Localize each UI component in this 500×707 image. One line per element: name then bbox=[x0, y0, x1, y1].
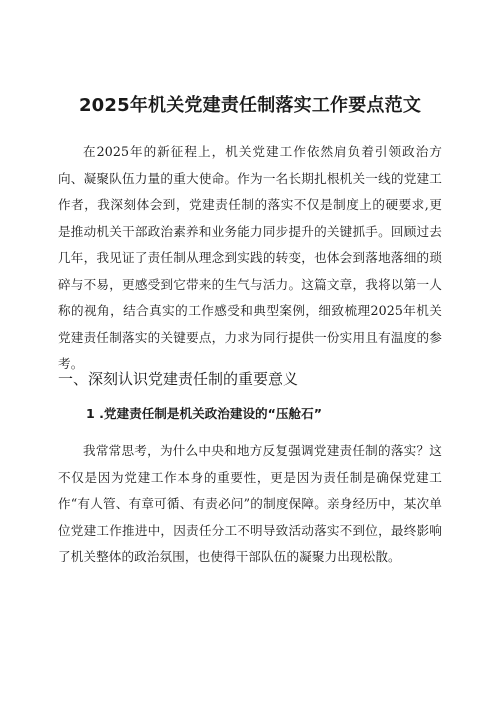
section-body-paragraph: 我常常思考，为什么中央和地方反复强调党建责任制的落实？这不仅是因为党建工作本身的重要性，更是因为责任制是确保党建工作“有人管、有章可循、有责必问”的制度保障。亲身经历中，某次单位党建工作推进中，因责任分工不明导致活动落实不到位，最终影响了机关整体的政治氛围，也使得干部队伍的凝聚力出现松散。 bbox=[58, 443, 442, 564]
document-title: 2025年机关党建责任制落实工作要点范文 bbox=[78, 95, 422, 116]
section-heading: 一、深刻认识党建责任制的重要意义 bbox=[58, 370, 299, 388]
subsection-heading: 1 .党建责任制是机关政治建设的“压舱石” bbox=[86, 406, 322, 421]
intro-paragraph: 在2025年的新征程上，机关党建工作依然肩负着引领政治方向、凝聚队伍力量的重大使命。作为一名长期扎根机关一线的党建工作者，我深刻体会到，党建责任制的落实不仅是制度上的硬要求,更是推动机关干部政治素养和业务能力同步提升的关键抓手。回顾过去几年，我见证了责任制从理念到实践的转变，也体会到落地落细的琐碎与不易，更感受到它带来的生气与活力。这篇文章，我将以第一人称的视角，结合真实的工作感受和典型案例，细致梳理2025年机关党建责任制落实的关键要点，力求为同行提供一份实用且有温度的参考。 bbox=[58, 144, 442, 371]
